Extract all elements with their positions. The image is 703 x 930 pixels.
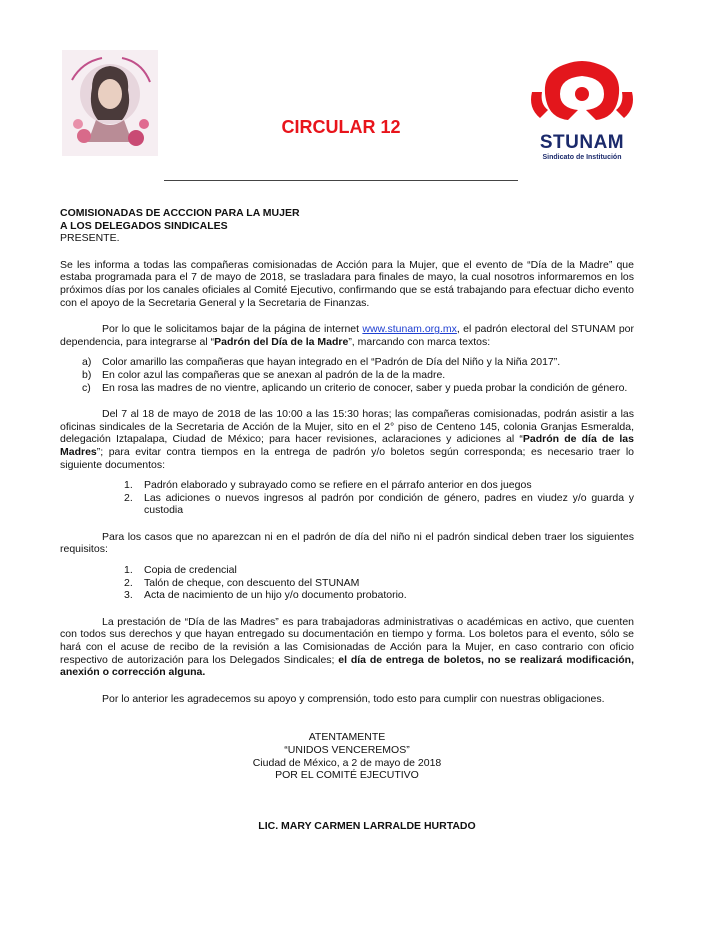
closing-line-1: ATENTAMENTE — [308, 731, 386, 744]
list-item — [60, 356, 634, 369]
list-item-text: Acta de nacimiento de un hijo y/o documento probatorio. — [144, 589, 407, 602]
list-item — [60, 382, 634, 395]
paragraph-requirements: Para los casos que no aparezcan ni en el padrón de día del niño ni el padrón sindical deben traer los siguientes requisitos: — [60, 530, 634, 556]
title-divider — [164, 180, 518, 181]
required-documents-list — [60, 479, 634, 517]
addressee-line-1: COMISIONADAS DE ACCCION PARA LA MUJER — [60, 207, 300, 219]
stunam-logo-subtext: Sindicato de Institución — [542, 154, 622, 161]
page-title: CIRCULAR 12 — [281, 117, 401, 137]
paragraph-text: Por lo que le solicitamos bajar de la página de internet — [102, 323, 363, 336]
paragraph-event-notice: Se les informa a todas las compañeras comisionadas de Acción para la Mujer, que el evento de “Día de la Madre” que estaba programada para el 7 de mayo de 2018, se trasladara para finales de mayo, la cual nosotros informaremos en los próximos días por los canales oficiales al Comité Ejecutivo, confirmando que se está trabajando para efectuar dicho evento con el apoyo de la Secretaria General y la Secretaria de Finanzas. — [60, 258, 634, 309]
closing-line-4: POR EL COMITÉ EJECUTIVO — [275, 769, 419, 782]
closing-line-3: Ciudad de México, a 2 de mayo de 2018 — [252, 756, 442, 769]
paragraph-text: ”, marcando con marca textos: — [348, 335, 491, 348]
list-item-text: Talón de cheque, con descuento del STUNAM — [144, 576, 360, 589]
list-item — [60, 589, 634, 602]
paragraph-bold-text: Padrón de día de las Madres — [60, 433, 634, 458]
mothers-day-commission-logo — [62, 50, 158, 156]
list-item — [60, 492, 634, 517]
stunam-logo-text: STUNAM — [539, 132, 625, 153]
paragraph-bold-text: Padrón del Día de la Madre — [214, 335, 349, 348]
list-item — [60, 479, 634, 492]
list-marker: 2. — [124, 491, 133, 504]
list-marker: a) — [82, 356, 92, 369]
list-item-text: Copia de credencial — [144, 564, 237, 577]
paragraph-text: , el padrón electoral del STUNAM por dependencia, para integrarse al “ — [60, 323, 634, 348]
paragraph-thanks: Por lo anterior les agradecemos su apoyo y comprensión, todo esto para cumplir con nuestras obligaciones. — [102, 692, 605, 705]
addressee-line-3: PRESENTE. — [60, 232, 120, 245]
paragraph-download-request — [60, 323, 634, 348]
closing-line-2: “UNIDOS VENCEREMOS” — [284, 744, 410, 756]
list-item-text: En rosa las madres de no vientre, aplicando un criterio de conocer, saber y pueda probar la condición de género. — [102, 381, 628, 394]
list-item-text: Las adiciones o nuevos ingresos al padrón por condición de género, padres en viudez y/o guarda y custodia — [144, 491, 634, 517]
list-marker: 1. — [124, 479, 133, 492]
requirements-list — [60, 564, 634, 602]
list-marker: 2. — [124, 576, 133, 589]
paragraph-eligibility — [60, 616, 634, 679]
paragraph-schedule — [60, 408, 634, 471]
letter-body — [60, 207, 634, 832]
list-item — [60, 564, 634, 577]
list-item-text: Padrón elaborado y subrayado como se refiere en el párrafo anterior en dos juegos — [144, 479, 532, 492]
paragraph-text: ”; para evitar contra tiempos en la entrega de padrón y/o boletos según corresponda; es necesario traer lo siguiente documentos: — [60, 445, 634, 471]
paragraph-text: Del 7 al 18 de mayo de 2018 de las 10:00 a las 15:30 horas; las compañeras comisionadas, podrán asistir a las oficinas sindicales de la Secretaria de Acción de la Mujer, sito en el 2° piso de Centeno 145, colonia Granjas Esmeralda, delegación Iztapalapa, Ciudad de México; para hacer revisiones, aclaraciones y adiciones al “ — [60, 408, 634, 446]
list-item — [60, 577, 634, 590]
list-item-text: En color azul las compañeras que se anexan al padrón de la de la madre. — [102, 368, 446, 381]
signer-name: LIC. MARY CARMEN LARRALDE HURTADO — [258, 819, 476, 832]
list-item — [60, 369, 634, 382]
addressee-line-2: A LOS DELEGADOS SINDICALES — [60, 219, 228, 232]
stunam-logo — [526, 52, 638, 162]
paragraph-text: La prestación de “Día de las Madres” es para trabajadoras administrativas o académicas en activo, que cuenten con todos sus derechos y que hayan entregado su documentación en tiempo y forma. Los boletos para el evento, sólo se hará con el acuse de recibo de la revisión a las Comisionadas de Acción para la Mujer, en caso contrario con oficio respectivo de autorización para los Delegados Sindicales; — [60, 615, 634, 666]
color-marking-list — [60, 356, 634, 394]
list-marker: 1. — [124, 564, 133, 577]
paragraph-bold-text: el día de entrega de boletos, no se realizará modificación, anexión o corrección alguna. — [60, 653, 634, 679]
list-marker: 3. — [124, 589, 133, 602]
list-marker: c) — [82, 381, 91, 394]
stunam-website-link[interactable]: www.stunam.org.mx — [362, 323, 457, 336]
list-item-text: Color amarillo las compañeras que hayan integrado en el “Padrón de Día del Niño y la Niña 2017”. — [102, 356, 561, 369]
list-marker: b) — [82, 368, 92, 381]
